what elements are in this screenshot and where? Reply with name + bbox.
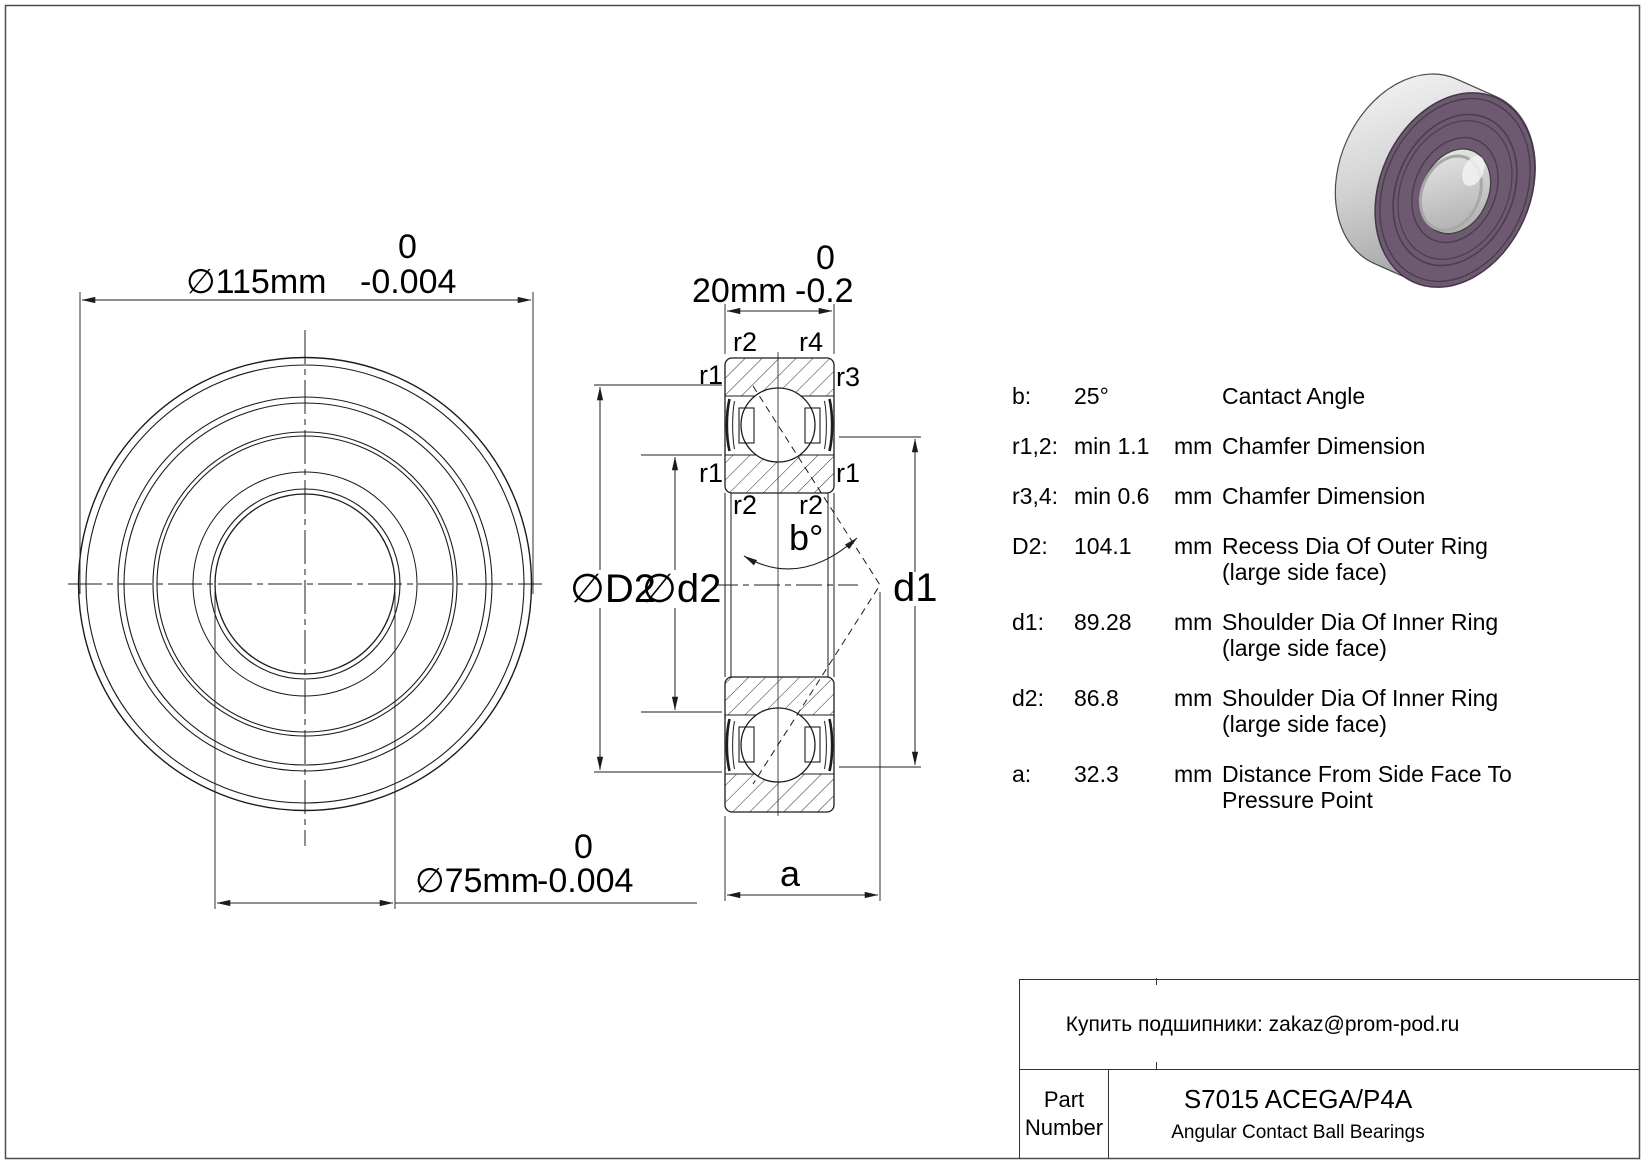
spec-unit: mm	[1174, 761, 1213, 787]
spec-unit: mm	[1174, 609, 1213, 635]
bore-dim-tol-upper: 0	[574, 828, 593, 866]
od-dimension-text	[186, 228, 456, 301]
spec-value: 86.8	[1074, 685, 1119, 711]
spec-unit: mm	[1174, 433, 1213, 459]
spec-label: a:	[1012, 761, 1032, 787]
width-dim-tol-upper: 0	[816, 239, 835, 277]
chamfer-label-r2-top: r2	[733, 327, 758, 357]
chamfer-label-r2-lowright: r2	[799, 490, 824, 520]
od-dim-tol-upper: 0	[398, 228, 417, 266]
title-block	[1019, 979, 1639, 1159]
contact-row	[1020, 980, 1639, 1070]
contact-text: Купить подшипники: zakaz@prom-pod.ru	[1065, 1012, 1460, 1036]
spec-value: 32.3	[1074, 761, 1119, 787]
outer-recess-dia-label: ∅D2	[570, 567, 656, 611]
front-view-centerlines	[68, 330, 542, 846]
width-dim-value: 20mm	[692, 272, 787, 310]
od-dim-value: ∅115mm	[186, 263, 327, 301]
spec-label: b:	[1012, 383, 1032, 409]
bore-dimension-text	[415, 828, 633, 900]
spec-value: 104.1	[1074, 533, 1132, 559]
chamfer-label-r1-midleft: r1	[699, 458, 724, 488]
spec-row-shoulder-d2	[1012, 685, 1534, 737]
bearing-3d-render	[1305, 48, 1565, 312]
spec-value: min 0.6	[1074, 483, 1150, 509]
spec-row-pressure-distance	[1012, 761, 1534, 813]
part-row	[1020, 1070, 1639, 1158]
width-dim-tol-lower: -0.2	[795, 272, 854, 310]
spec-label: d2:	[1012, 685, 1044, 711]
spec-value: 25°	[1074, 383, 1109, 409]
chamfer-label-r1-topleft: r1	[699, 360, 724, 390]
chamfer-label-r4-top: r4	[799, 327, 824, 357]
bore-dim-tol-lower: -0.004	[537, 862, 634, 900]
spec-unit: mm	[1174, 483, 1213, 509]
spec-desc: Shoulder Dia Of Inner Ring (large side face)	[1222, 685, 1499, 737]
spec-label: r1,2:	[1012, 433, 1059, 459]
spec-unit	[1174, 383, 1222, 409]
title-block-tick-top	[1156, 978, 1158, 985]
spec-value: 89.28	[1074, 609, 1132, 635]
inner-shoulder-d2-label: ∅d2	[642, 567, 722, 611]
chamfer-label-r3-topright: r3	[836, 362, 861, 392]
spec-row-chamfer-r34	[1012, 483, 1534, 509]
pressure-distance-label: a	[780, 853, 801, 894]
spec-row-recess-dia	[1012, 533, 1534, 585]
od-dim-tol-lower: -0.004	[360, 263, 457, 301]
spec-table	[1012, 383, 1534, 813]
spec-row-chamfer-r12	[1012, 433, 1534, 459]
part-number-label: Part Number	[1020, 1070, 1109, 1158]
contact-angle-label: b°	[789, 517, 824, 558]
spec-row-contact-angle	[1012, 383, 1534, 409]
spec-unit: mm	[1174, 685, 1213, 711]
section-top-block	[725, 358, 834, 493]
part-category: Angular Contact Ball Bearings	[1171, 1122, 1425, 1143]
section-bottom-block	[725, 677, 834, 812]
spec-desc: Shoulder Dia Of Inner Ring (large side face)	[1222, 609, 1499, 661]
part-number-value: S7015 ACEGA/P4A	[1183, 1084, 1413, 1114]
inner-shoulder-d1-label: d1	[893, 566, 938, 610]
spec-row-shoulder-d1	[1012, 609, 1534, 661]
spec-desc: Chamfer Dimension	[1222, 433, 1426, 459]
spec-desc: Cantact Angle	[1222, 383, 1366, 409]
spec-desc: Distance From Side Face To Pressure Point	[1222, 761, 1512, 813]
spec-label: D2:	[1012, 533, 1048, 559]
spec-label: r3,4:	[1012, 483, 1059, 509]
chamfer-label-r1-midright: r1	[836, 458, 861, 488]
title-block-tick-mid	[1156, 1062, 1158, 1069]
spec-unit: mm	[1174, 533, 1213, 559]
spec-value: min 1.1	[1074, 433, 1150, 459]
spec-label: d1:	[1012, 609, 1044, 635]
od-dimension	[80, 292, 533, 594]
part-number-cell	[1109, 1070, 1639, 1158]
spec-desc: Chamfer Dimension	[1222, 483, 1426, 509]
bore-dim-value: ∅75mm	[415, 862, 540, 900]
spec-desc: Recess Dia Of Outer Ring (large side face)	[1222, 533, 1488, 585]
chamfer-label-r2-lowleft: r2	[733, 490, 758, 520]
